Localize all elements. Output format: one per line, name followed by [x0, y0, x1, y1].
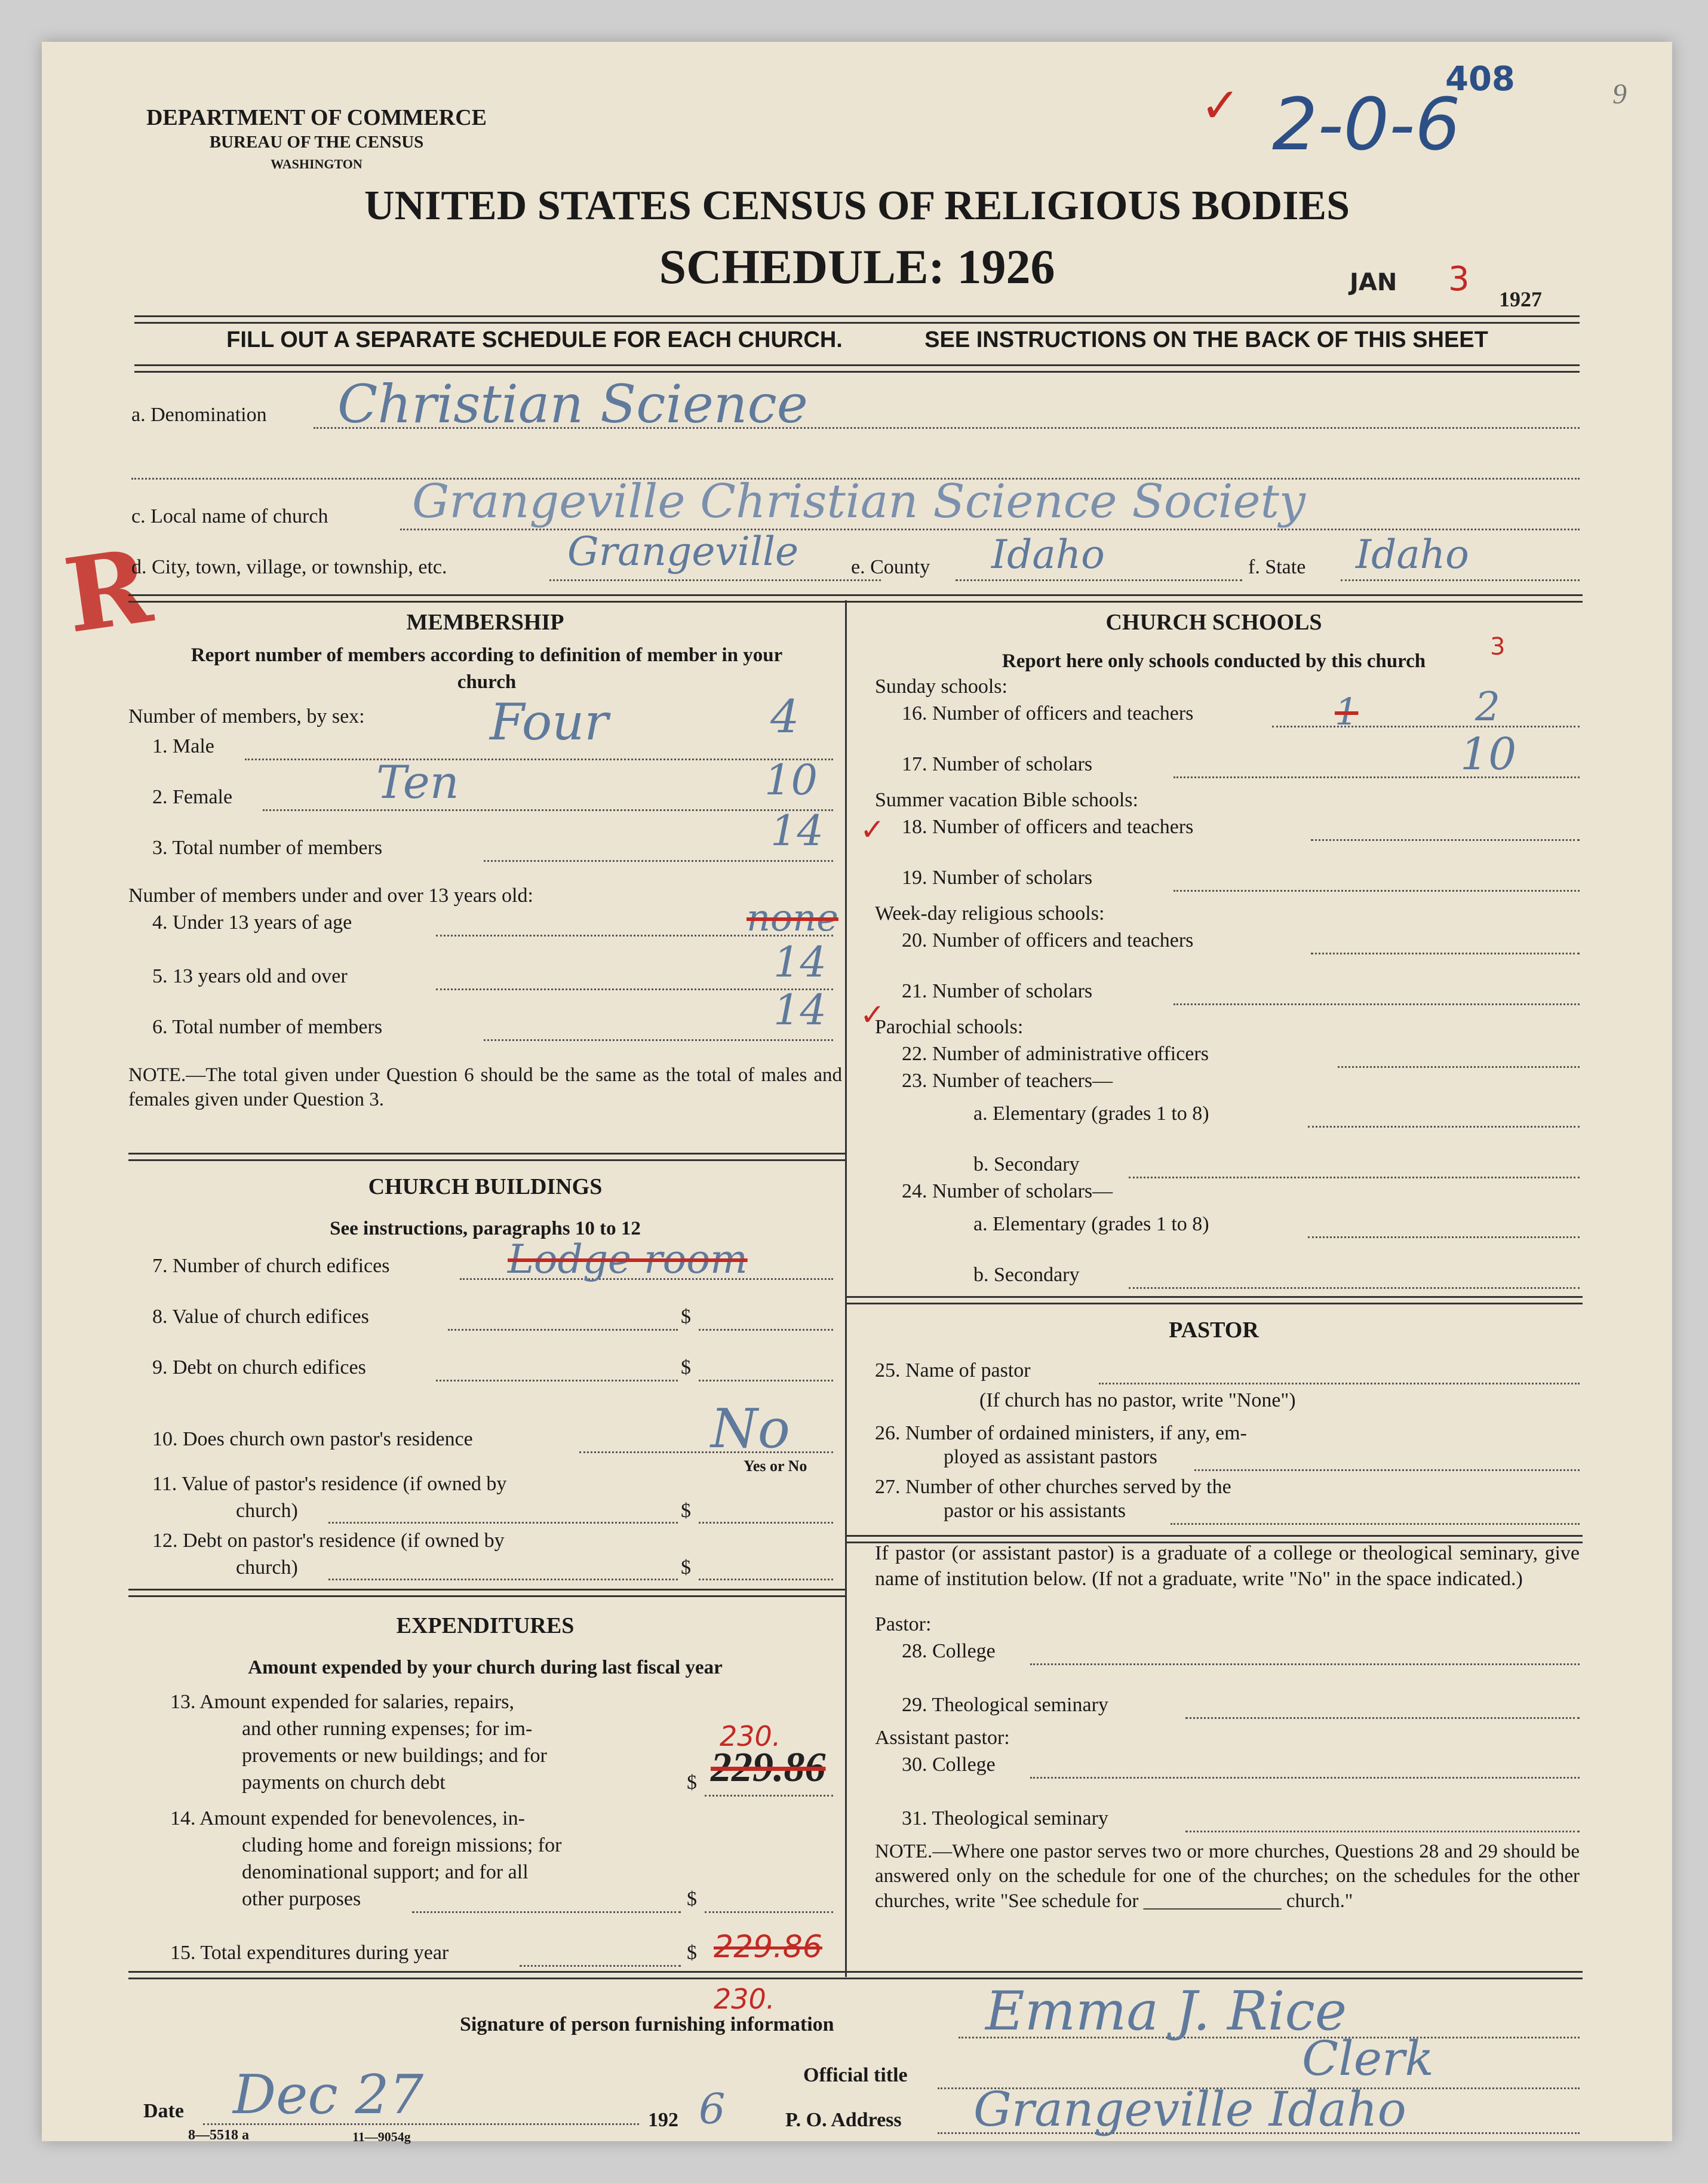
- q3-total-label: 3. Total number of members: [152, 837, 383, 859]
- q14-label-1: 14. Amount expended for benevolences, in-: [170, 1807, 525, 1829]
- membership-title: MEMBERSHIP: [406, 610, 564, 635]
- pastor-subhead: Pastor:: [875, 1613, 932, 1635]
- q13-dollar: $: [687, 1771, 697, 1794]
- q13-red-correction: 230.: [720, 1720, 781, 1752]
- pastor-note: NOTE.—Where one pastor serves two or more churches, Questions 28 and 29 should be answered only on the schedule for one of the churches; on the schedules for the other churches, write "See schedule for ______________ church.": [875, 1841, 1580, 1912]
- q26-label-2: ployed as assistant pastors: [944, 1446, 1157, 1468]
- q23b-field[interactable]: [1129, 1177, 1580, 1178]
- membership-note: NOTE.—The total given under Question 6 should be the same as the total of males and females given under Question 3.: [128, 1064, 842, 1111]
- q13-label-2: and other running expenses; for im-: [242, 1718, 533, 1740]
- q2-female-word[interactable]: Ten: [376, 756, 459, 809]
- buildings-subtitle: See instructions, paragraphs 10 to 12: [330, 1218, 641, 1239]
- q31-field[interactable]: [1185, 1831, 1580, 1832]
- form-title: UNITED STATES CENSUS OF RELIGIOUS BODIES: [364, 183, 1350, 229]
- instruction-right: SEE INSTRUCTIONS ON THE BACK OF THIS SHEET: [924, 327, 1488, 352]
- q13-label-4: payments on church debt: [242, 1771, 446, 1794]
- q29-label: 29. Theological seminary: [902, 1694, 1108, 1716]
- signature-value[interactable]: Emma J. Rice: [985, 1980, 1347, 2043]
- q5-over13-label: 5. 13 years old and over: [152, 965, 348, 987]
- q4-under13-label: 4. Under 13 years of age: [152, 911, 352, 934]
- q10-line: [579, 1451, 833, 1453]
- schools-title: CHURCH SCHOOLS: [1105, 610, 1322, 635]
- q19-label: 19. Number of scholars: [902, 867, 1093, 889]
- q12-amount-field[interactable]: [699, 1579, 833, 1580]
- stamp-number: 408: [1445, 60, 1515, 99]
- q8-line: [448, 1329, 678, 1331]
- q11-amount-field[interactable]: [699, 1522, 833, 1524]
- q29-field[interactable]: [1185, 1717, 1580, 1719]
- city-value[interactable]: Grangeville: [567, 529, 799, 575]
- q10-residence-value[interactable]: No: [711, 1398, 790, 1460]
- q9-line: [436, 1380, 678, 1381]
- q11-label-2: church): [236, 1500, 298, 1522]
- q10-residence-label: 10. Does church own pastor's residence: [152, 1428, 473, 1450]
- q17-value[interactable]: 10: [1460, 729, 1517, 780]
- q23-label: 23. Number of teachers—: [902, 1070, 1113, 1092]
- q30-label: 30. College: [902, 1754, 996, 1776]
- q7-edifices-label: 7. Number of church edifices: [152, 1255, 390, 1277]
- q9-dollar: $: [681, 1356, 691, 1378]
- assistant-pastor-subhead: Assistant pastor:: [875, 1727, 1010, 1749]
- local-name-label: c. Local name of church: [131, 505, 328, 527]
- q6-total-label: 6. Total number of members: [152, 1016, 383, 1038]
- q13-label-3: provements or new buildings; and for: [242, 1745, 547, 1767]
- official-title-value[interactable]: Clerk: [1302, 2031, 1434, 2086]
- denomination-value[interactable]: Christian Science: [337, 373, 808, 435]
- q20-label: 20. Number of officers and teachers: [902, 929, 1194, 951]
- q8-dollar: $: [681, 1306, 691, 1328]
- department-name: DEPARTMENT OF COMMERCE: [146, 105, 487, 130]
- q16-line: [1272, 726, 1580, 727]
- local-name-value[interactable]: Grangeville Christian Science Society: [412, 475, 1305, 529]
- q1-line: [245, 759, 833, 760]
- q14-line: [412, 1911, 681, 1913]
- q3-total-number[interactable]: 14: [770, 806, 824, 855]
- q11-label-1: 11. Value of pastor's residence (if owned by: [152, 1473, 507, 1495]
- q17-label: 17. Number of scholars: [902, 753, 1093, 775]
- q30-field[interactable]: [1030, 1777, 1580, 1779]
- q2-line: [263, 809, 833, 811]
- signature-label: Signature of person furnishing information: [460, 2013, 834, 2035]
- q16-red-correction: 3: [1490, 633, 1506, 661]
- red-check-mark: ✓: [1200, 78, 1241, 133]
- print-code: 11—9054g: [352, 2129, 411, 2144]
- buildings-title: CHURCH BUILDINGS: [368, 1174, 603, 1199]
- q27-label-1: 27. Number of other churches served by the: [875, 1476, 1231, 1498]
- q24b-label: b. Secondary: [973, 1264, 1080, 1286]
- membership-subtitle: Report number of members according to definition of member in your church: [191, 644, 783, 693]
- q15-total-label: 15. Total expenditures during year: [170, 1942, 449, 1964]
- q12-label-2: church): [236, 1556, 298, 1579]
- instruction-left: FILL OUT A SEPARATE SCHEDULE FOR EACH CHURCH.: [226, 327, 843, 352]
- city-label: d. City, town, village, or township, etc.: [131, 556, 447, 578]
- q24a-label: a. Elementary (grades 1 to 8): [973, 1213, 1209, 1235]
- q27-label-2: pastor or his assistants: [944, 1500, 1126, 1522]
- q2-female-label: 2. Female: [152, 786, 233, 808]
- q1-male-word[interactable]: Four: [490, 693, 609, 751]
- q9-amount-field[interactable]: [699, 1380, 833, 1381]
- year-prefix: 192: [648, 2109, 678, 2131]
- city-line: [549, 579, 881, 581]
- expenditures-subtitle: Amount expended by your church during last fiscal year: [248, 1657, 723, 1678]
- county-value[interactable]: Idaho: [991, 532, 1105, 578]
- q15-total-value[interactable]: 229.86: [714, 1929, 822, 1965]
- q25-label: 25. Name of pastor: [875, 1359, 1031, 1381]
- q1-male-label: 1. Male: [152, 735, 214, 757]
- q19-field[interactable]: [1174, 890, 1580, 892]
- q27-field[interactable]: [1171, 1523, 1580, 1525]
- q15-dollar: $: [687, 1942, 697, 1964]
- q31-label: 31. Theological seminary: [902, 1807, 1108, 1829]
- q22-field[interactable]: [1338, 1066, 1580, 1068]
- q16-value[interactable]: 1: [1335, 690, 1359, 733]
- bureau-name: BUREAU OF THE CENSUS: [209, 133, 424, 152]
- po-address-label: P. O. Address: [785, 2109, 902, 2131]
- q25-hint: (If church has no pastor, write "None"): [979, 1389, 1296, 1411]
- q3-line: [484, 860, 833, 862]
- q16-label: 16. Number of officers and teachers: [902, 702, 1194, 724]
- denomination-label: a. Denomination: [131, 404, 267, 426]
- q23a-field[interactable]: [1308, 1126, 1580, 1128]
- q11-line: [328, 1522, 678, 1524]
- state-line: [1341, 579, 1580, 581]
- q9-debt-label: 9. Debt on church edifices: [152, 1356, 366, 1378]
- q15-red-correction: 230.: [714, 1983, 775, 2015]
- q14-amount-field[interactable]: [705, 1911, 833, 1913]
- q8-amount-field[interactable]: [699, 1329, 833, 1331]
- q13-line: [705, 1795, 833, 1797]
- q12-dollar: $: [681, 1556, 691, 1579]
- q20-field[interactable]: [1311, 953, 1580, 954]
- year-digit[interactable]: 6: [699, 2084, 726, 2133]
- q21-label: 21. Number of scholars: [902, 980, 1093, 1002]
- under-over-label: Number of members under and over 13 years old:: [128, 885, 533, 907]
- summer-schools-label: Summer vacation Bible schools:: [875, 789, 1138, 811]
- q12-line: [328, 1579, 678, 1580]
- members-by-sex-label: Number of members, by sex:: [128, 705, 365, 727]
- q15-line: [520, 1965, 681, 1967]
- q16-value-corrected[interactable]: 2: [1475, 684, 1500, 730]
- q24-label: 24. Number of scholars—: [902, 1180, 1113, 1202]
- parochial-schools-label: Parochial schools:: [875, 1016, 1024, 1038]
- received-stamp-day: 3: [1448, 260, 1470, 299]
- q8-value-label: 8. Value of church edifices: [152, 1306, 369, 1328]
- q26-field[interactable]: [1194, 1469, 1580, 1471]
- pastor-title: PASTOR: [1169, 1318, 1259, 1343]
- q11-dollar: $: [681, 1500, 691, 1522]
- q21-field[interactable]: [1174, 1003, 1580, 1005]
- q6-red-check: ✓: [860, 997, 885, 1032]
- q22-label: 22. Number of administrative officers: [902, 1043, 1209, 1065]
- form-number: 8—5518 a: [188, 2127, 249, 2143]
- q3-red-check: ✓: [860, 812, 885, 847]
- q23b-label: b. Secondary: [973, 1153, 1080, 1175]
- q28-label: 28. College: [902, 1640, 996, 1662]
- q24a-field[interactable]: [1308, 1236, 1580, 1238]
- q25-field[interactable]: [1099, 1383, 1580, 1384]
- schedule-title: SCHEDULE: 1926: [659, 240, 1055, 294]
- q5-over13-number[interactable]: 14: [773, 938, 827, 987]
- q6-total-number[interactable]: 14: [773, 985, 827, 1034]
- q14-label-4: other purposes: [242, 1888, 361, 1910]
- handwritten-code: 2-0-6: [1272, 84, 1461, 167]
- q23a-label: a. Elementary (grades 1 to 8): [973, 1103, 1209, 1125]
- date-value[interactable]: Dec 27: [233, 2064, 423, 2126]
- q13-amount-value[interactable]: 229.86: [711, 1745, 826, 1791]
- census-schedule-sheet: [42, 42, 1672, 2144]
- column-divider: [845, 600, 847, 1977]
- county-line: [956, 579, 1242, 581]
- q18-field[interactable]: [1311, 839, 1580, 841]
- q1-male-number[interactable]: 4: [770, 690, 800, 743]
- bureau-city: WASHINGTON: [271, 156, 363, 171]
- sunday-schools-label: Sunday schools:: [875, 676, 1007, 698]
- red-r-mark: R: [57, 526, 158, 656]
- date-label: Date: [143, 2100, 184, 2122]
- weekday-schools-label: Week-day religious schools:: [875, 902, 1105, 925]
- q28-field[interactable]: [1030, 1663, 1580, 1665]
- q14-label-3: denominational support; and for all: [242, 1861, 529, 1883]
- q14-dollar: $: [687, 1888, 697, 1910]
- q4-under13-value[interactable]: none: [747, 896, 838, 939]
- q26-label-1: 26. Number of ordained ministers, if any, em-: [875, 1422, 1247, 1444]
- q24b-field[interactable]: [1129, 1287, 1580, 1289]
- q12-label-1: 12. Debt on pastor's residence (if owned by: [152, 1530, 505, 1552]
- q10-hint: Yes or No: [744, 1457, 807, 1475]
- q6-line: [484, 1039, 833, 1041]
- q17-line: [1174, 776, 1580, 778]
- county-label: e. County: [851, 556, 930, 578]
- schools-subtitle: Report here only schools conducted by this church: [1002, 650, 1426, 672]
- q7-edifices-value[interactable]: Lodge room: [508, 1236, 748, 1282]
- state-value[interactable]: Idaho: [1356, 532, 1469, 578]
- q13-label-1: 13. Amount expended for salaries, repairs,: [170, 1691, 514, 1713]
- q2-female-number[interactable]: 10: [764, 756, 818, 805]
- page-number: 9: [1612, 78, 1627, 110]
- official-title-label: Official title: [803, 2064, 908, 2086]
- expenditures-title: EXPENDITURES: [396, 1613, 575, 1638]
- graduate-note: If pastor (or assistant pastor) is a graduate of a college or theological seminary, give name of institution below. (If not a graduate, write "No" in the space indicated.): [875, 1542, 1580, 1590]
- q14-label-2: cluding home and foreign missions; for: [242, 1834, 562, 1856]
- state-label: f. State: [1248, 556, 1306, 578]
- po-address-value[interactable]: Grangeville Idaho: [973, 2081, 1406, 2137]
- received-stamp-year: 1927: [1499, 287, 1542, 311]
- q18-label: 18. Number of officers and teachers: [902, 816, 1194, 838]
- received-stamp-month: JAN: [1350, 269, 1397, 296]
